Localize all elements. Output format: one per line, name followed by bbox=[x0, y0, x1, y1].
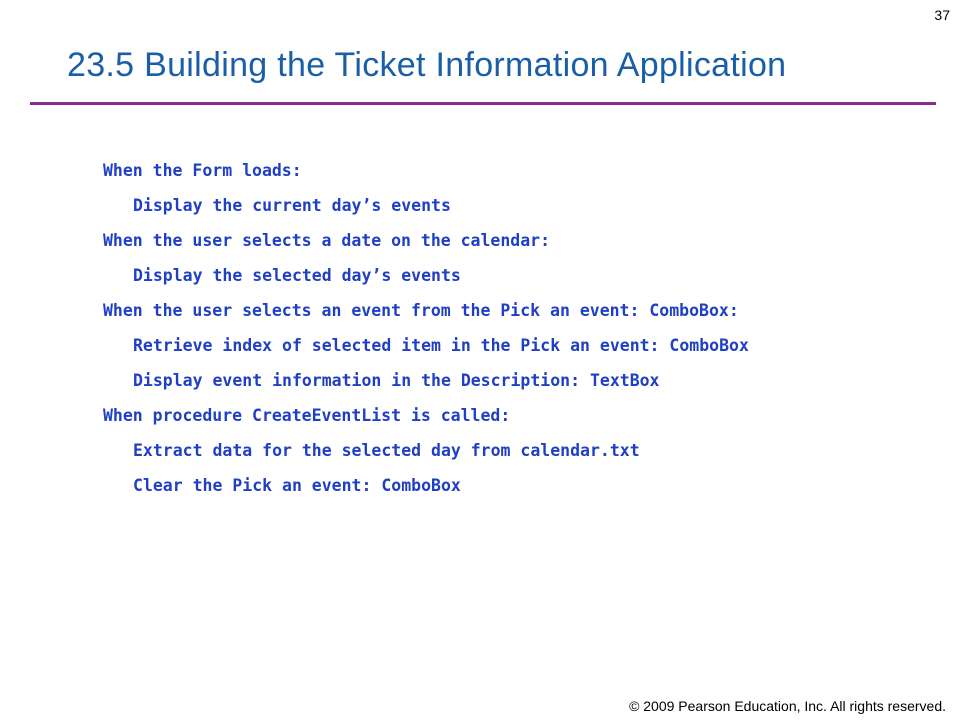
pseudocode-line: When the user selects an event from the Pick an event: ComboBox: bbox=[103, 301, 739, 320]
pseudocode-line: Extract data for the selected day from calendar.txt bbox=[133, 441, 640, 460]
pseudocode-list bbox=[103, 160, 803, 510]
pseudocode-line: Display the current day’s events bbox=[133, 196, 451, 215]
pseudocode-line: Display the selected day’s events bbox=[133, 266, 461, 285]
slide-title: 23.5 Building the Ticket Information Application bbox=[67, 46, 787, 84]
pseudocode-line: When the user selects a date on the calendar: bbox=[103, 231, 551, 250]
pseudocode-line: Clear the Pick an event: ComboBox bbox=[133, 476, 461, 495]
title-divider bbox=[30, 102, 936, 105]
pseudocode-line: Retrieve index of selected item in the Pick an event: ComboBox bbox=[133, 336, 749, 355]
pseudocode-line: When procedure CreateEventList is called: bbox=[103, 406, 511, 425]
pseudocode-line: When the Form loads: bbox=[103, 161, 302, 180]
page-number: 37 bbox=[934, 7, 950, 23]
copyright-notice: © 2009 Pearson Education, Inc. All rights reserved. bbox=[629, 698, 946, 714]
pseudocode-line: Display event information in the Description: TextBox bbox=[133, 371, 660, 390]
